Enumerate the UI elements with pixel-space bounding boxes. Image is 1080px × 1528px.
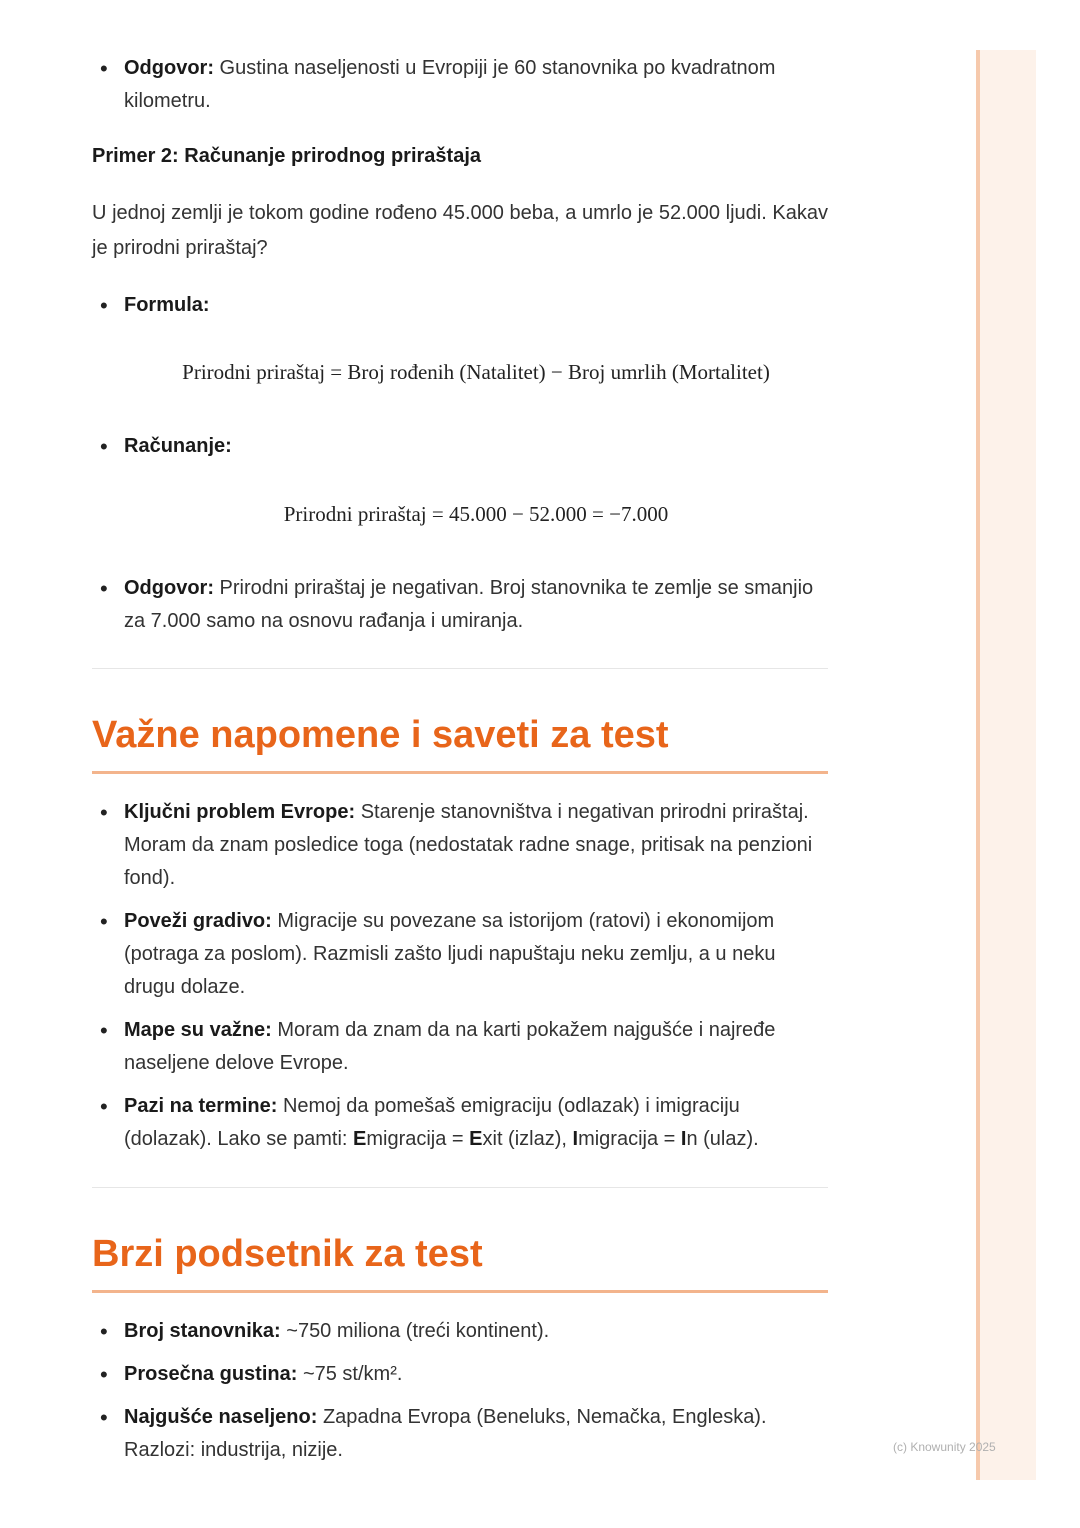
terms-text-3: xit (izlaz), xyxy=(482,1128,573,1150)
notes-item-text: Starenje stanovništva i negativan prirodni priraštaj. Moram da znam posledice toga (nedostatak radne snage, pritisak na penzioni fond). xyxy=(124,801,813,889)
terms-letter-i2: I xyxy=(680,1128,687,1150)
answer-2-label: Odgovor: xyxy=(124,577,214,599)
formula-label-list xyxy=(92,289,828,322)
answer-1-list xyxy=(92,52,828,118)
section-title-summary: Brzi podsetnik za test xyxy=(92,1233,828,1293)
example-2-title: Primer 2: Računanje prirodnog priraštaja xyxy=(92,145,481,167)
summary-item-text: Zapadna Evropa (Beneluks, Nemačka, Engleska). Razlozi: industrija, nizije. xyxy=(124,1406,767,1461)
summary-list xyxy=(92,1315,828,1467)
summary-item-text: ~75 st/km². xyxy=(297,1363,403,1385)
divider-1 xyxy=(92,668,828,669)
notes-item-terms xyxy=(92,1090,828,1156)
answer-1-text: Gustina naseljenosti u Evropiji je 60 stanovnika po kvadratnom kilometru. xyxy=(124,57,776,112)
terms-text-1: Nemoj da pomešaš emigraciju (odlazak) i imigraciju (dolazak). Lako se pamti: xyxy=(124,1095,740,1150)
answer-2-text: Prirodni priraštaj je negativan. Broj stanovnika te zemlje se smanjio za 7.000 samo na osnovu rađanja i umiranja. xyxy=(124,577,814,632)
summary-item-label: Najgušće naseljeno: xyxy=(124,1406,318,1428)
answer-1-item xyxy=(92,52,828,118)
notes-item-text: Moram da znam da na karti pokažem najgušće i najređe naseljene delove Evrope. xyxy=(124,1019,776,1074)
formula-equation: Prirodni priraštaj = Broj rođenih (Natalitet) − Broj umrlih (Mortalitet) xyxy=(182,360,770,384)
answer-2-item xyxy=(92,572,828,638)
summary-item-label: Prosečna gustina: xyxy=(124,1363,298,1385)
formula-label-item xyxy=(92,289,828,322)
right-margin-bar xyxy=(976,50,1036,1480)
notes-item-problem xyxy=(92,796,828,895)
terms-text-5: n (ulaz). xyxy=(686,1128,759,1150)
notes-item-connect xyxy=(92,905,828,1004)
calc-label: Računanje: xyxy=(124,435,232,457)
notes-item-text: Migracije su povezane sa istorijom (ratovi) i ekonomijom (potraga za poslom). Razmisli zašto ljudi napuštaju neku zemlju, a u neku drugu dolaze. xyxy=(124,910,776,998)
notes-item-label: Mape su važne: xyxy=(124,1019,272,1041)
terms-text-4: migracija = xyxy=(578,1128,681,1150)
calc-label-list xyxy=(92,430,828,463)
answer-2-list xyxy=(92,572,828,638)
summary-item-densest xyxy=(92,1401,828,1467)
summary-item-density xyxy=(92,1358,828,1391)
notes-item-label: Pazi na termine: xyxy=(124,1095,278,1117)
notes-item-maps xyxy=(92,1014,828,1080)
summary-item-text: ~750 miliona (treći kontinent). xyxy=(280,1320,550,1342)
terms-text-2: migracija = xyxy=(366,1128,470,1150)
example-2-problem: U jednoj zemlji je tokom godine rođeno 45.000 beba, a umrlo je 52.000 ljudi. Kakav je prirodni priraštaj? xyxy=(92,202,828,259)
formula-label: Formula: xyxy=(124,294,210,316)
copyright-text: (c) Knowunity 2025 xyxy=(893,1440,996,1454)
calc-equation: Prirodni priraštaj = 45.000 − 52.000 = −7.000 xyxy=(283,502,669,526)
terms-letter-i1: I xyxy=(572,1128,579,1150)
notes-list xyxy=(92,796,828,1156)
section-title-notes: Važne napomene i saveti za test xyxy=(92,714,828,774)
notes-item-label: Ključni problem Evrope: xyxy=(124,801,356,823)
calc-label-item xyxy=(92,430,828,463)
answer-1-label: Odgovor: xyxy=(124,57,214,79)
terms-letter-e2: E xyxy=(469,1128,483,1150)
notes-item-label: Poveži gradivo: xyxy=(124,910,272,932)
summary-item-population xyxy=(92,1315,828,1348)
summary-item-label: Broj stanovnika: xyxy=(124,1320,281,1342)
terms-letter-e1: E xyxy=(353,1128,367,1150)
divider-2 xyxy=(92,1187,828,1188)
